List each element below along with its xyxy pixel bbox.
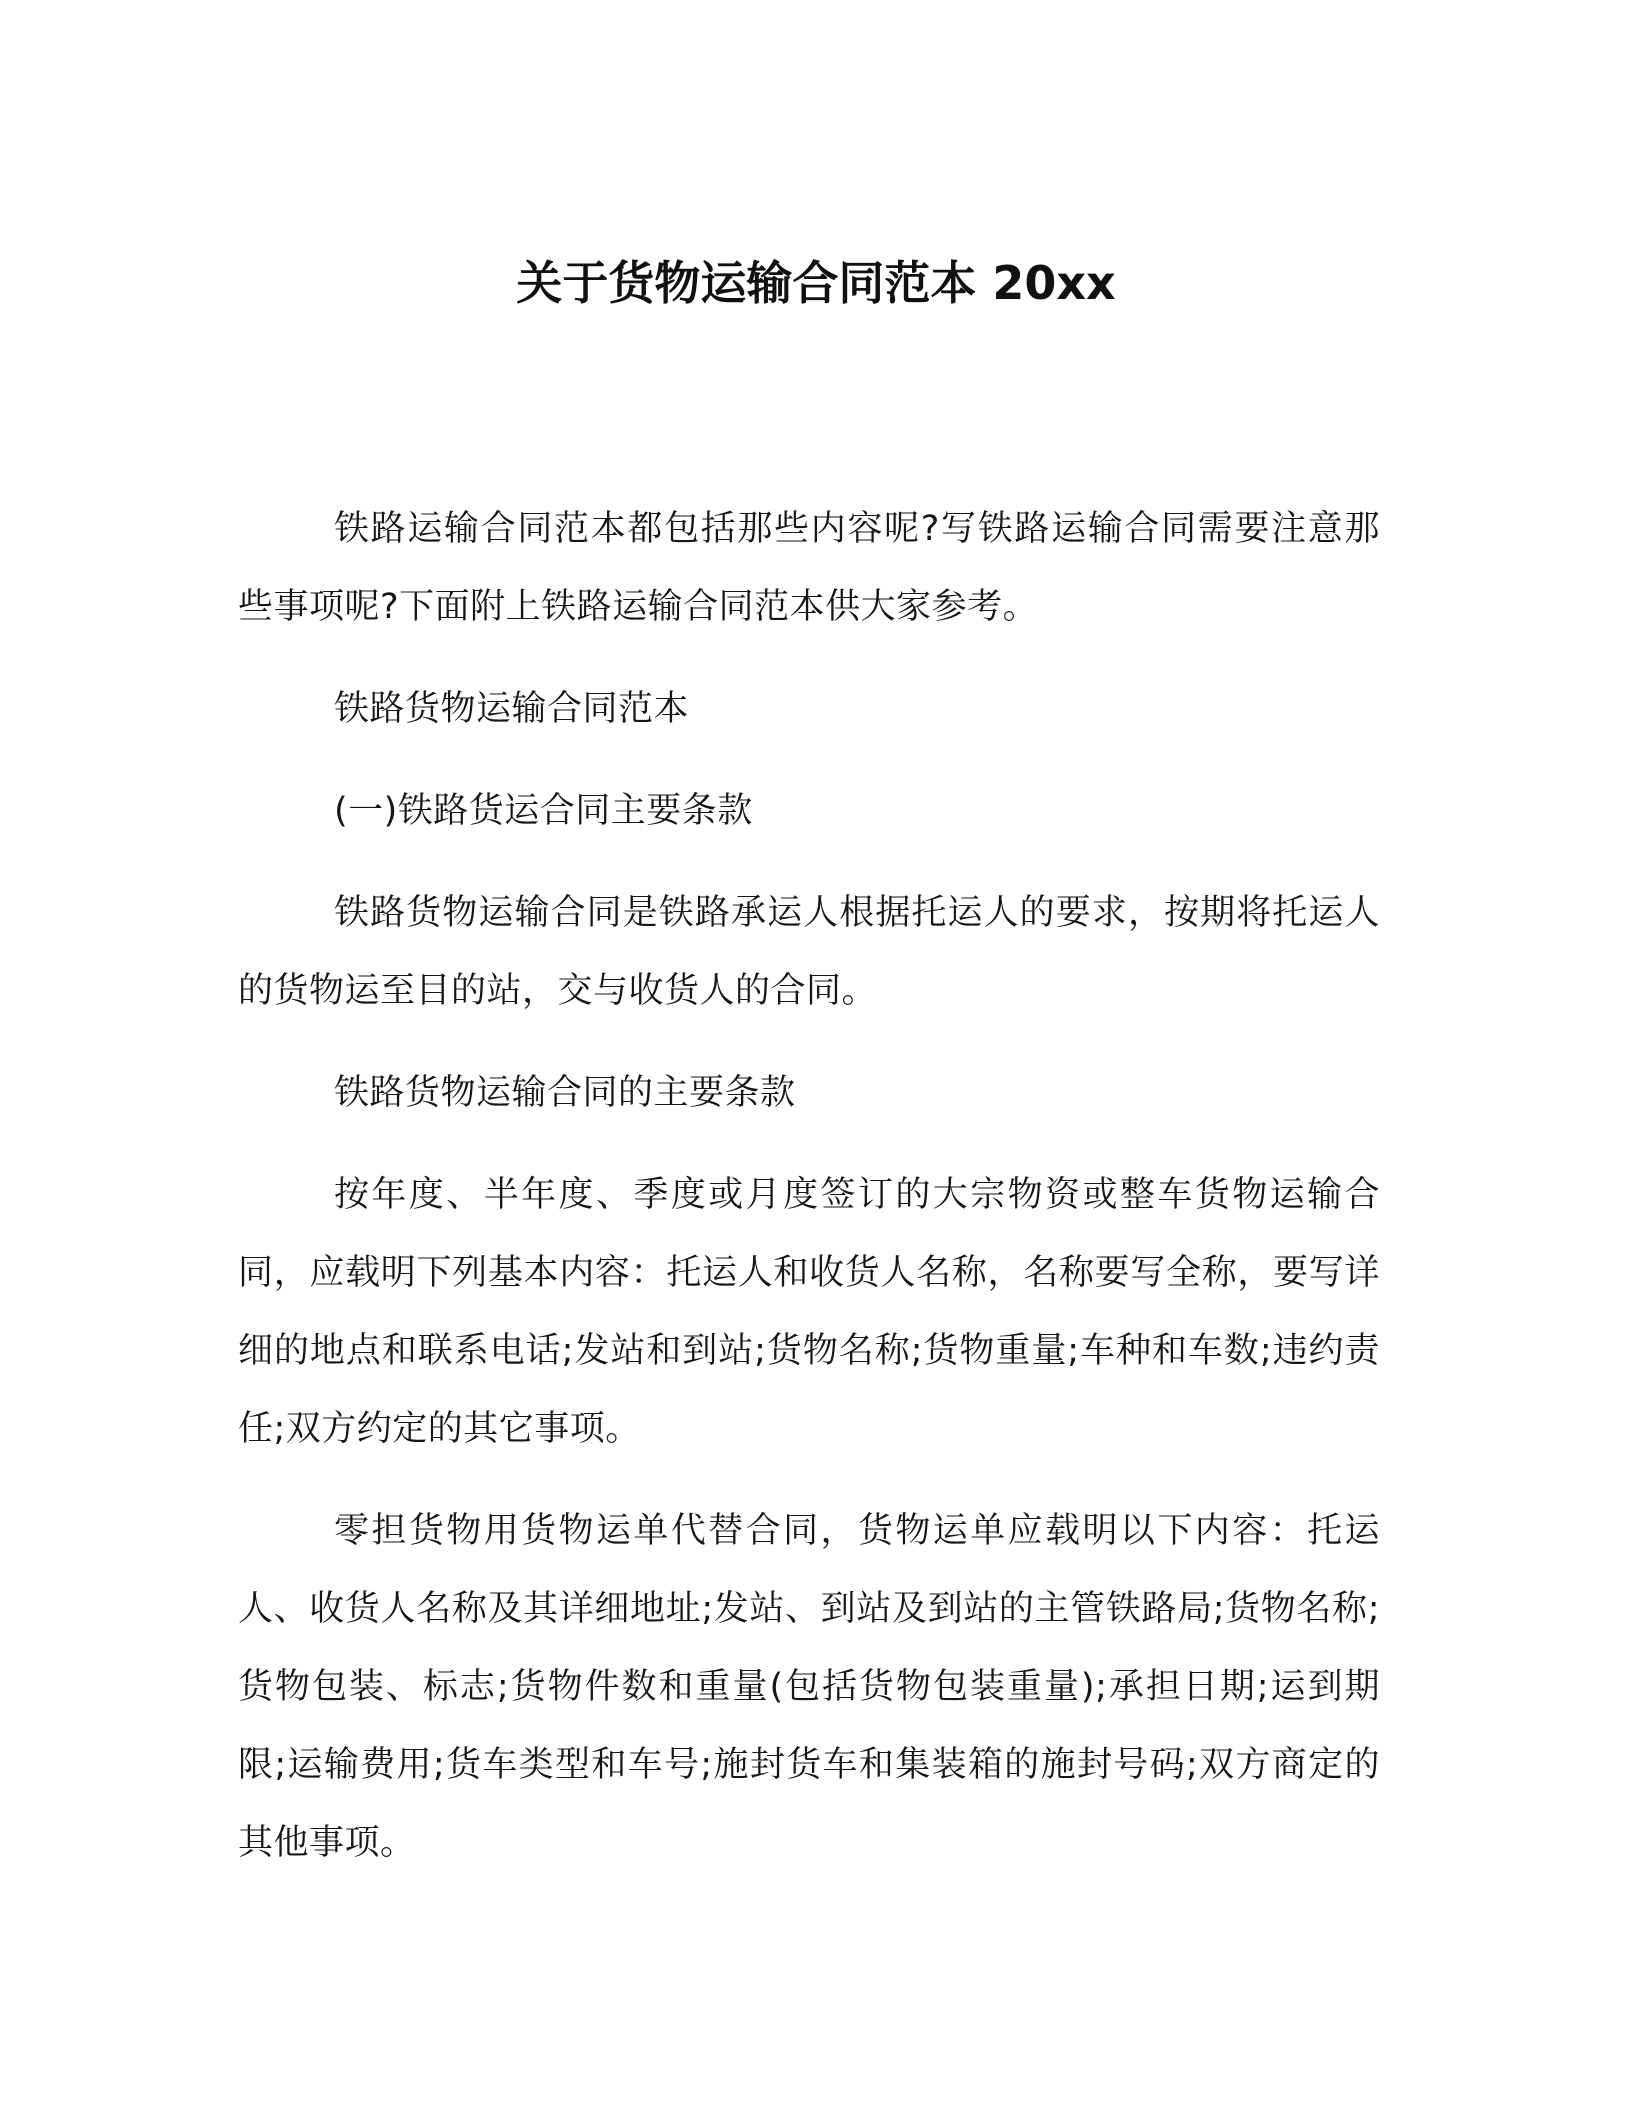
paragraph-less-than-carload: 零担货物用货物运单代替合同，货物运单应载明以下内容：托运人、收货人名称及其详细地址;发站、到站及到站的主管铁路局;货物名称;货物包装、标志;货物件数和重量(包括货物包装重量);承担日期;运到期限;运输费用;货车类型和车号;施封货车和集装箱的施封号码;双方商定的其他事项。 xyxy=(238,1511,1380,1863)
paragraph-definition: 铁路货物运输合同是铁路承运人根据托运人的要求，按期将托运人的货物运至目的站，交与收货人的合同。 xyxy=(238,893,1380,1011)
paragraph-section-heading: (一)铁路货运合同主要条款 xyxy=(334,791,753,831)
paragraph-bulk-contract: 按年度、半年度、季度或月度签订的大宗物资或整车货物运输合同，应载明下列基本内容：托运人和收货人名称，名称要写全称，要写详细的地点和联系电话;发站和到站;货物名称;货物重量;车种和车数;违约责任;双方约定的其它事项。 xyxy=(238,1175,1380,1449)
paragraph-intro: 铁路运输合同范本都包括那些内容呢?写铁路运输合同需要注意那些事项呢?下面附上铁路运输合同范本供大家参考。 xyxy=(238,509,1380,627)
document-body xyxy=(238,490,1380,1906)
paragraph-main-terms-heading: 铁路货物运输合同的主要条款 xyxy=(334,1073,796,1113)
document-title: 关于货物运输合同范本 20xx xyxy=(516,255,1116,310)
paragraph-subtitle: 铁路货物运输合同范本 xyxy=(334,689,690,729)
